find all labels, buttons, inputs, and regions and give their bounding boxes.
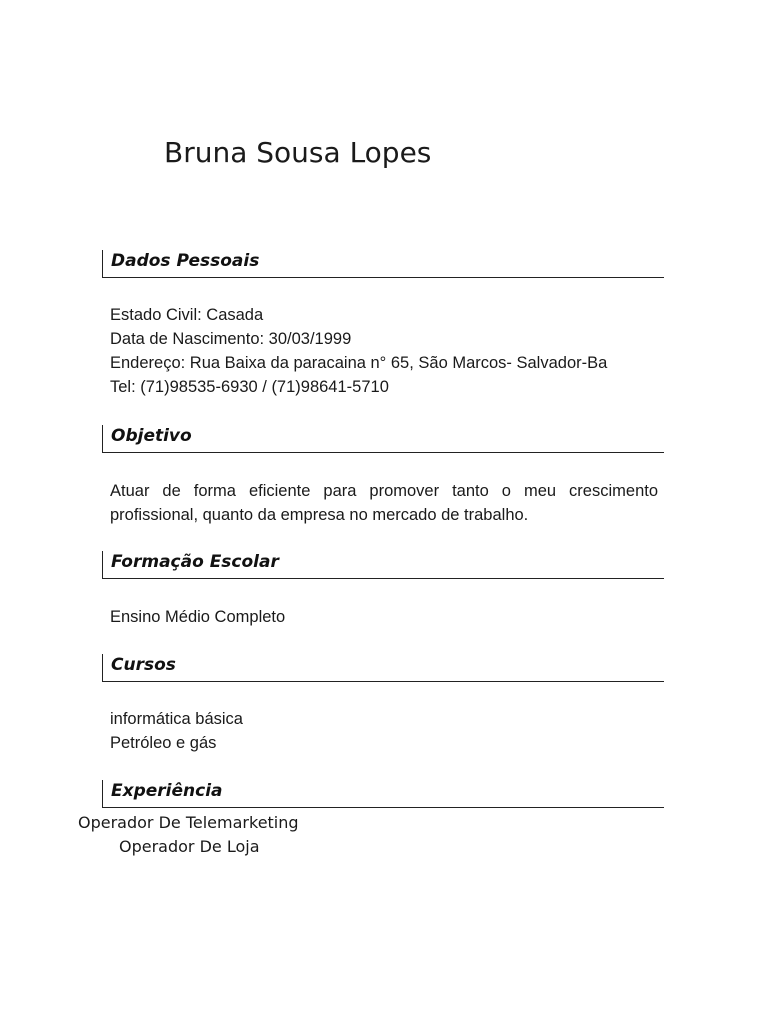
section-title: Formação Escolar [111, 552, 279, 572]
section-title: Cursos [111, 655, 176, 675]
curso-item: Petróleo e gás [110, 734, 217, 752]
experiencia-item: Operador De Telemarketing [78, 813, 299, 832]
section-title: Dados Pessoais [111, 251, 260, 271]
section-header-formacao-escolar [102, 551, 664, 579]
section-header-experiencia [102, 780, 664, 808]
experiencia-item: Operador De Loja [119, 837, 260, 856]
curso-item: informática básica [110, 710, 243, 728]
data-nascimento: Data de Nascimento: 30/03/1999 [110, 330, 352, 348]
candidate-name: Bruna Sousa Lopes [164, 136, 432, 169]
section-header-objetivo [102, 425, 664, 453]
estado-civil: Estado Civil: Casada [110, 306, 264, 324]
section-header-cursos [102, 654, 664, 682]
section-title: Objetivo [111, 426, 192, 446]
formacao-item: Ensino Médio Completo [110, 608, 286, 626]
section-title: Experiência [111, 781, 223, 801]
objetivo-text: Atuar de forma eficiente para promover tanto o meu crescimento profissional, quanto da empresa no mercado de trabalho. [110, 482, 658, 524]
section-header-dados-pessoais [102, 250, 664, 278]
endereco: Endereço: Rua Baixa da paracaina n° 65, São Marcos- Salvador-Ba [110, 354, 608, 372]
telefone: Tel: (71)98535-6930 / (71)98641-5710 [110, 378, 389, 396]
